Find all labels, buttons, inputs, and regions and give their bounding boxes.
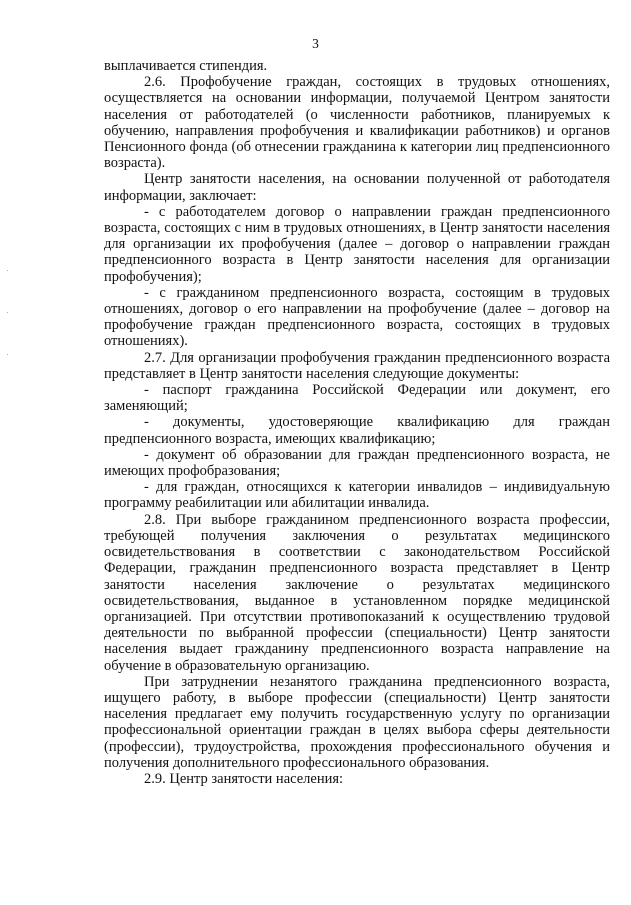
scan-dot: [7, 354, 8, 355]
list-item-disability-program: - для граждан, относящихся к категории инвалидов – индивидуальную программу реабилитации или абилитации инвалида.: [104, 479, 610, 512]
paragraph-2-7: 2.7. Для организации профобучения гражданин предпенсионного возраста представляет в Центр занятости населения следующие документы:: [104, 349, 610, 382]
scan-dot: [7, 312, 8, 313]
paragraph-continuation: выплачивается стипендия.: [104, 58, 268, 74]
list-item-qualification-documents: - документы, удостоверяющие квалификацию для граждан предпенсионного возраста, имеющих квалификацию;: [104, 414, 610, 447]
document-body: [104, 58, 610, 787]
list-item-citizen-contract: - с гражданином предпенсионного возраста, состоящим в трудовых отношениях, договор о его направлении на профобучение (далее – договор на профобучение граждан предпенсионного возраста, состоящих в трудовых отношениях).: [104, 284, 610, 350]
paragraph-2-8: 2.8. При выборе гражданином предпенсионного возраста профессии, требующей получения заключения о результатах медицинского освидетельствования в соответствии с законодательством Российской Федерации, гражданин предпенсионного возраста представляет в Центр занятости населения заключение о результатах медицинского освидетельствования, выданное в установленном порядке медицинской организацией. При отсутствии противопоказаний к осуществлению трудовой деятельности по выбранной профессии (специальности) Центр занятости населения выдает гражданину предпенсионного возраста направление на обучение в образовательную организацию.: [104, 511, 610, 674]
paragraph-career-guidance: При затруднении незанятого гражданина предпенсионного возраста, ищущего работу, в выборе профессии (специальности) Центр занятости населения предлагает ему получить государственную услугу по организации профессиональной ориентации граждан в целях выбора сферы деятельности (профессии), трудоустройства, прохождения профессионального обучения и получения дополнительного профессионального образования.: [104, 673, 610, 771]
list-item-passport: - паспорт гражданина Российской Федерации или документ, его заменяющий;: [104, 382, 610, 415]
list-item-education-document: - документ об образовании для граждан предпенсионного возраста, не имеющих профобразования;: [104, 446, 610, 480]
page-number: 3: [312, 36, 319, 51]
paragraph-2-6: 2.6. Профобучение граждан, состоящих в трудовых отношениях, осуществляется на основании информации, получаемой Центром занятости населения от работодателей (о численности работников, планируемых к обучению, направления профобучения и квалификации работников) и органов Пенсионного фонда (об отнесении гражданина к категории лиц предпенсионного возраста).: [104, 74, 610, 172]
paragraph-2-9: 2.9. Центр занятости населения:: [144, 770, 344, 787]
paragraph-center-concludes: Центр занятости населения, на основании полученной от работодателя информации, заключает:: [104, 171, 610, 204]
list-item-employer-contract: - с работодателем договор о направлении граждан предпенсионного возраста, состоящих с ним в трудовых отношениях, в Центр занятости населения для организации их профобучения (далее – договор о направлении граждан предпенсионного возраста в Центр занятости населения для организации профобучения);: [104, 203, 610, 285]
scan-dot: [7, 270, 8, 271]
